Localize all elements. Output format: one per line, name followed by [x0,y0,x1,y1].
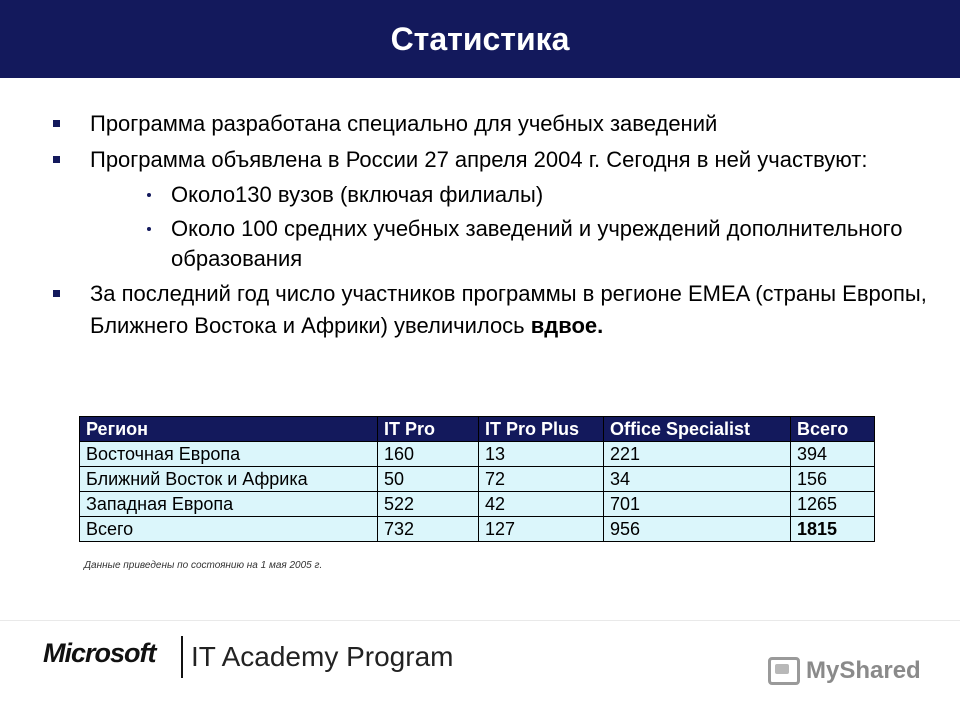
table-row [80,442,875,467]
stats-table-container [79,416,875,542]
square-bullet-icon [53,290,60,297]
presentation-icon [768,657,800,685]
table-cell: 42 [479,492,604,517]
bullet-item [50,278,930,342]
footer-divider [0,620,960,621]
program-name: IT Academy Program [191,641,454,672]
table-cell: 956 [604,517,791,542]
sub-bullet-item [50,180,930,210]
table-cell: Восточная Европа [80,442,378,467]
table-cell: 522 [378,492,479,517]
logo-divider [181,636,183,678]
table-cell: 127 [479,517,604,542]
bullet-item [50,144,930,176]
header-it-pro: IT Pro [378,417,479,442]
bullet-text: За последний год число участников программы в регионе EMEA (страны Европы, Ближнего Востока и Африки) увеличилось [90,281,927,338]
table-cell: 156 [791,467,875,492]
sub-bullet-text: Около 100 средних учебных заведений и учреждений дополнительного образования [171,216,903,271]
table-cell: 221 [604,442,791,467]
table-cell: 394 [791,442,875,467]
table-cell: 13 [479,442,604,467]
slide-title: Статистика [390,20,570,57]
data-note: Данные приведены по состоянию на 1 мая 2005 г. [84,560,323,571]
table-row-total [80,517,875,542]
table-header-row [80,417,875,442]
table-cell: 34 [604,467,791,492]
table-cell: 72 [479,467,604,492]
bullet-text: Программа разработана специально для учебных заведений [90,111,718,136]
table-cell: 50 [378,467,479,492]
grand-total-cell: 1815 [791,517,875,542]
bullet-emphasis: вдвое. [530,313,604,338]
table-cell: Ближний Восток и Африка [80,467,378,492]
header-office-specialist: Office Specialist [604,417,791,442]
dot-bullet-icon [147,193,151,197]
table-cell: 701 [604,492,791,517]
bullet-item [50,108,930,140]
bullet-list [50,108,930,346]
square-bullet-icon [53,156,60,163]
table-cell: Всего [80,517,378,542]
table-row [80,492,875,517]
stats-table [79,416,875,542]
watermark-text: MyShared [806,657,921,684]
microsoft-logo: Microsoft [43,638,156,668]
header-it-pro-plus: IT Pro Plus [479,417,604,442]
table-cell: 160 [378,442,479,467]
dot-bullet-icon [147,227,151,231]
square-bullet-icon [53,120,60,127]
title-bar [0,0,960,78]
sub-bullet-item [50,214,930,274]
table-cell: 732 [378,517,479,542]
watermark [768,657,921,685]
table-cell: Западная Европа [80,492,378,517]
sub-bullet-text: Около130 вузов (включая филиалы) [171,182,544,207]
header-region: Регион [80,417,378,442]
table-row [80,467,875,492]
table-cell: 1265 [791,492,875,517]
bullet-text: Программа объявлена в России 27 апреля 2004 г. Сегодня в ней участвуют: [90,147,868,172]
header-total: Всего [791,417,875,442]
